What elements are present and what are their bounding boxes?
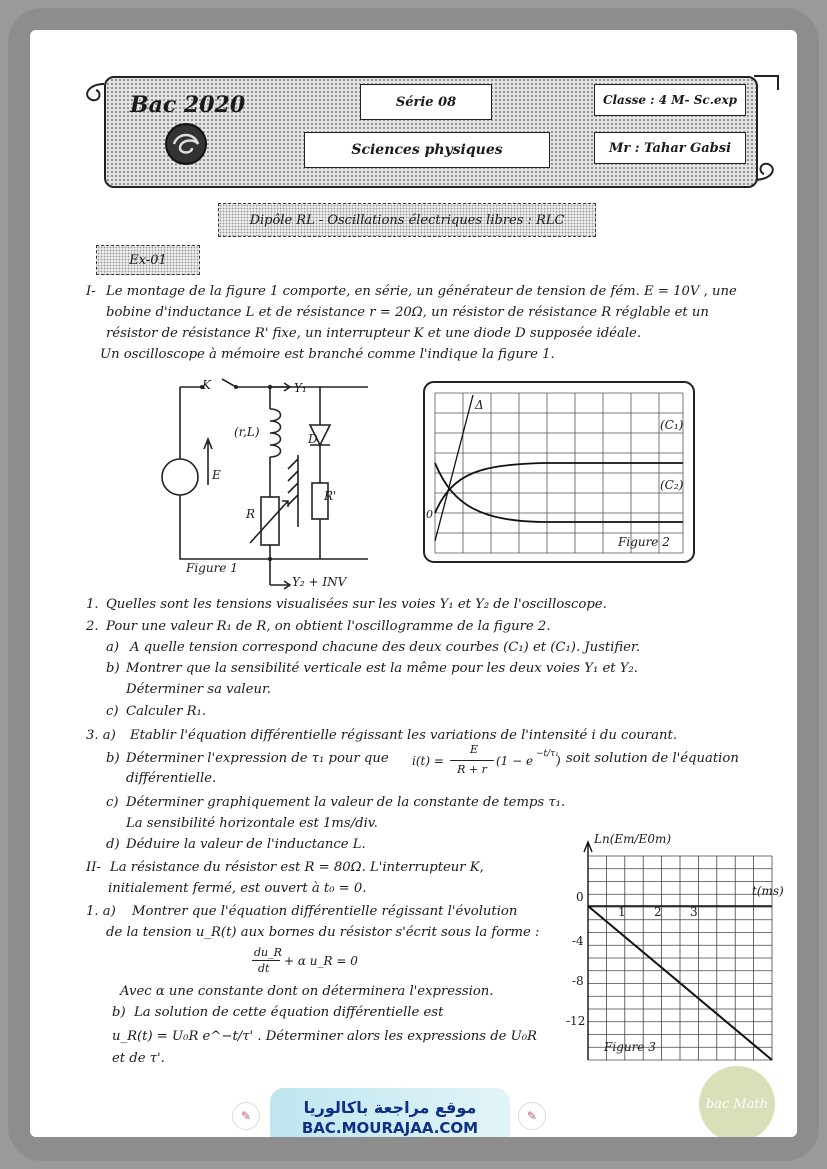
site-url[interactable]: BAC.MOURAJAA.COM xyxy=(301,1118,479,1137)
question-text: Montrer que l'équation différentielle régissant l'évolution xyxy=(132,904,518,919)
fig3-ytick: -4 xyxy=(572,934,584,948)
fig1-y2-label: Y₂ + INV xyxy=(292,575,347,589)
exercise-label: Ex-01 xyxy=(96,245,200,275)
class-box: Classe : 4 M- Sc.exp xyxy=(594,84,746,116)
equation-numerator: du_R xyxy=(254,946,282,959)
fig3-ytick: 0 xyxy=(576,890,584,904)
right-site-logo-icon: ✎ xyxy=(518,1102,546,1130)
fig2-delta-label: Δ xyxy=(475,398,484,412)
question-number: d) xyxy=(106,837,120,852)
formula-rest: (1 − e xyxy=(496,754,534,768)
part1-line: Le montage de la figure 1 comporte, en série, un générateur de tension de fém. E = 10V , une xyxy=(106,284,737,299)
question-number: 1. xyxy=(86,597,99,612)
chapter-title: Dipôle RL - Oscillations électriques libres : RLC xyxy=(218,203,596,237)
header xyxy=(78,70,782,192)
fig1-r-label: R xyxy=(246,507,256,521)
fig2-c2-label: (C₂) xyxy=(660,478,684,492)
fig3-ytick: -12 xyxy=(566,1014,586,1028)
left-site-logo-icon: ✎ xyxy=(232,1102,260,1130)
question-text: soit solution de l'équation xyxy=(566,751,739,766)
equation-rest: + α u_R = 0 xyxy=(284,954,358,968)
question-number: c) xyxy=(106,704,119,719)
part1-line: résistor de résistance R' fixe, un interrupteur K et une diode D supposée idéale. xyxy=(106,326,642,341)
part1-line: Un oscilloscope à mémoire est branché comme l'indique la figure 1. xyxy=(100,347,555,362)
formula-denominator: R + r xyxy=(457,763,487,776)
fig3-ytick: -8 xyxy=(572,974,584,988)
question-number: a) xyxy=(106,640,120,655)
question-text: La sensibilité horizontale est 1ms/div. xyxy=(126,816,378,831)
fig1-y1-label: Y₁ xyxy=(294,381,307,395)
question-number: 3. a) xyxy=(86,728,116,743)
logo-emblem-icon xyxy=(164,122,208,166)
question-text: Déterminer graphiquement la valeur de la constante de temps τ₁. xyxy=(126,795,566,810)
question-text: Quelles sont les tensions visualisées sur les voies Y₁ et Y₂ de l'oscilloscope. xyxy=(106,597,607,612)
fig1-caption: Figure 1 xyxy=(186,561,238,575)
question-number: b) xyxy=(112,1005,126,1020)
question-text: Déduire la valeur de l'inductance L. xyxy=(126,837,366,852)
part2-line: initialement fermé, est ouvert à t₀ = 0. xyxy=(108,881,367,896)
question-text: Déterminer l'expression de τ₁ pour que xyxy=(126,751,389,766)
fig3-xlabel: t(ms) xyxy=(752,884,784,898)
fig3-ylabel: Ln(Em/E0m) xyxy=(594,832,672,846)
subject-box: Sciences physiques xyxy=(304,132,550,168)
fig3-caption: Figure 3 xyxy=(604,1040,656,1054)
equation-denominator: dt xyxy=(258,962,270,975)
document-page xyxy=(30,30,797,1137)
fig1-k-label: K xyxy=(202,378,211,392)
question-text: Montrer que la sensibilité verticale est la même pour les deux voies Y₁ et Y₂. xyxy=(126,661,638,676)
serie-box: Série 08 xyxy=(360,84,492,120)
formula-close: ) xyxy=(556,754,561,768)
question-text: Déterminer sa valeur. xyxy=(126,682,271,697)
bac-title: Bac 2020 xyxy=(130,92,246,118)
fig2-caption: Figure 2 xyxy=(618,535,670,549)
formula-numerator: E xyxy=(469,743,479,756)
question-text: Calculer R₁. xyxy=(126,704,206,719)
part2-label: II- xyxy=(86,860,101,875)
question-number: b) xyxy=(106,661,120,676)
question-number: c) xyxy=(106,795,119,810)
fig1-rp-label: R' xyxy=(324,489,337,503)
question-text: u_R(t) = U₀R e^−t/τ' . Déterminer alors les expressions de U₀R xyxy=(112,1029,537,1044)
fig1-e-label: E xyxy=(212,468,221,482)
fig2-origin-label: 0 xyxy=(426,508,433,521)
question-text: La solution de cette équation différentielle est xyxy=(134,1005,444,1020)
question-text: de la tension u_R(t) aux bornes du résistor s'écrit sous la forme : xyxy=(106,925,540,940)
question-number: 1. a) xyxy=(86,904,116,919)
fig3-xtick: 2 xyxy=(654,905,662,919)
question-number: 2. xyxy=(86,619,99,634)
question-text: différentielle. xyxy=(126,771,217,786)
part1-label: I- xyxy=(86,284,96,299)
site-banner[interactable] xyxy=(270,1088,510,1137)
site-name-arabic: موقع مراجعة باكالوريا xyxy=(303,1097,477,1117)
teacher-box: Mr : Tahar Gabsi xyxy=(594,132,746,164)
formula-lhs: i(t) = xyxy=(412,754,444,768)
part1-line: bobine d'inductance L et de résistance r = 20Ω, un résistor de résistance R réglable et un xyxy=(106,305,709,320)
question-text: A quelle tension correspond chacune des deux courbes (C₁) et (C₁). Justifier. xyxy=(130,640,641,655)
question-text: Avec α une constante dont on déterminera l'expression. xyxy=(120,984,494,999)
figure3-chart xyxy=(576,830,786,1062)
fig2-c1-label: (C₁) xyxy=(660,418,684,432)
question-text: Pour une valeur R₁ de R, on obtient l'oscillogramme de la figure 2. xyxy=(106,619,551,634)
bacmath-badge: bac Math xyxy=(699,1066,775,1137)
question-text: Etablir l'équation différentielle régissant les variations de l'intensité i du courant. xyxy=(130,728,678,743)
formula-exponent: −t/τ₁ xyxy=(536,749,559,759)
fig1-rl-label: (r,L) xyxy=(234,425,260,439)
fig3-xtick: 1 xyxy=(618,905,626,919)
part2-line: La résistance du résistor est R = 80Ω. L'interrupteur K, xyxy=(110,860,484,875)
fig1-d-label: D xyxy=(308,432,318,446)
question-text: et de τ'. xyxy=(112,1051,165,1066)
fig3-xtick: 3 xyxy=(690,905,698,919)
circuit-diagram xyxy=(140,375,380,590)
question-number: b) xyxy=(106,751,120,766)
